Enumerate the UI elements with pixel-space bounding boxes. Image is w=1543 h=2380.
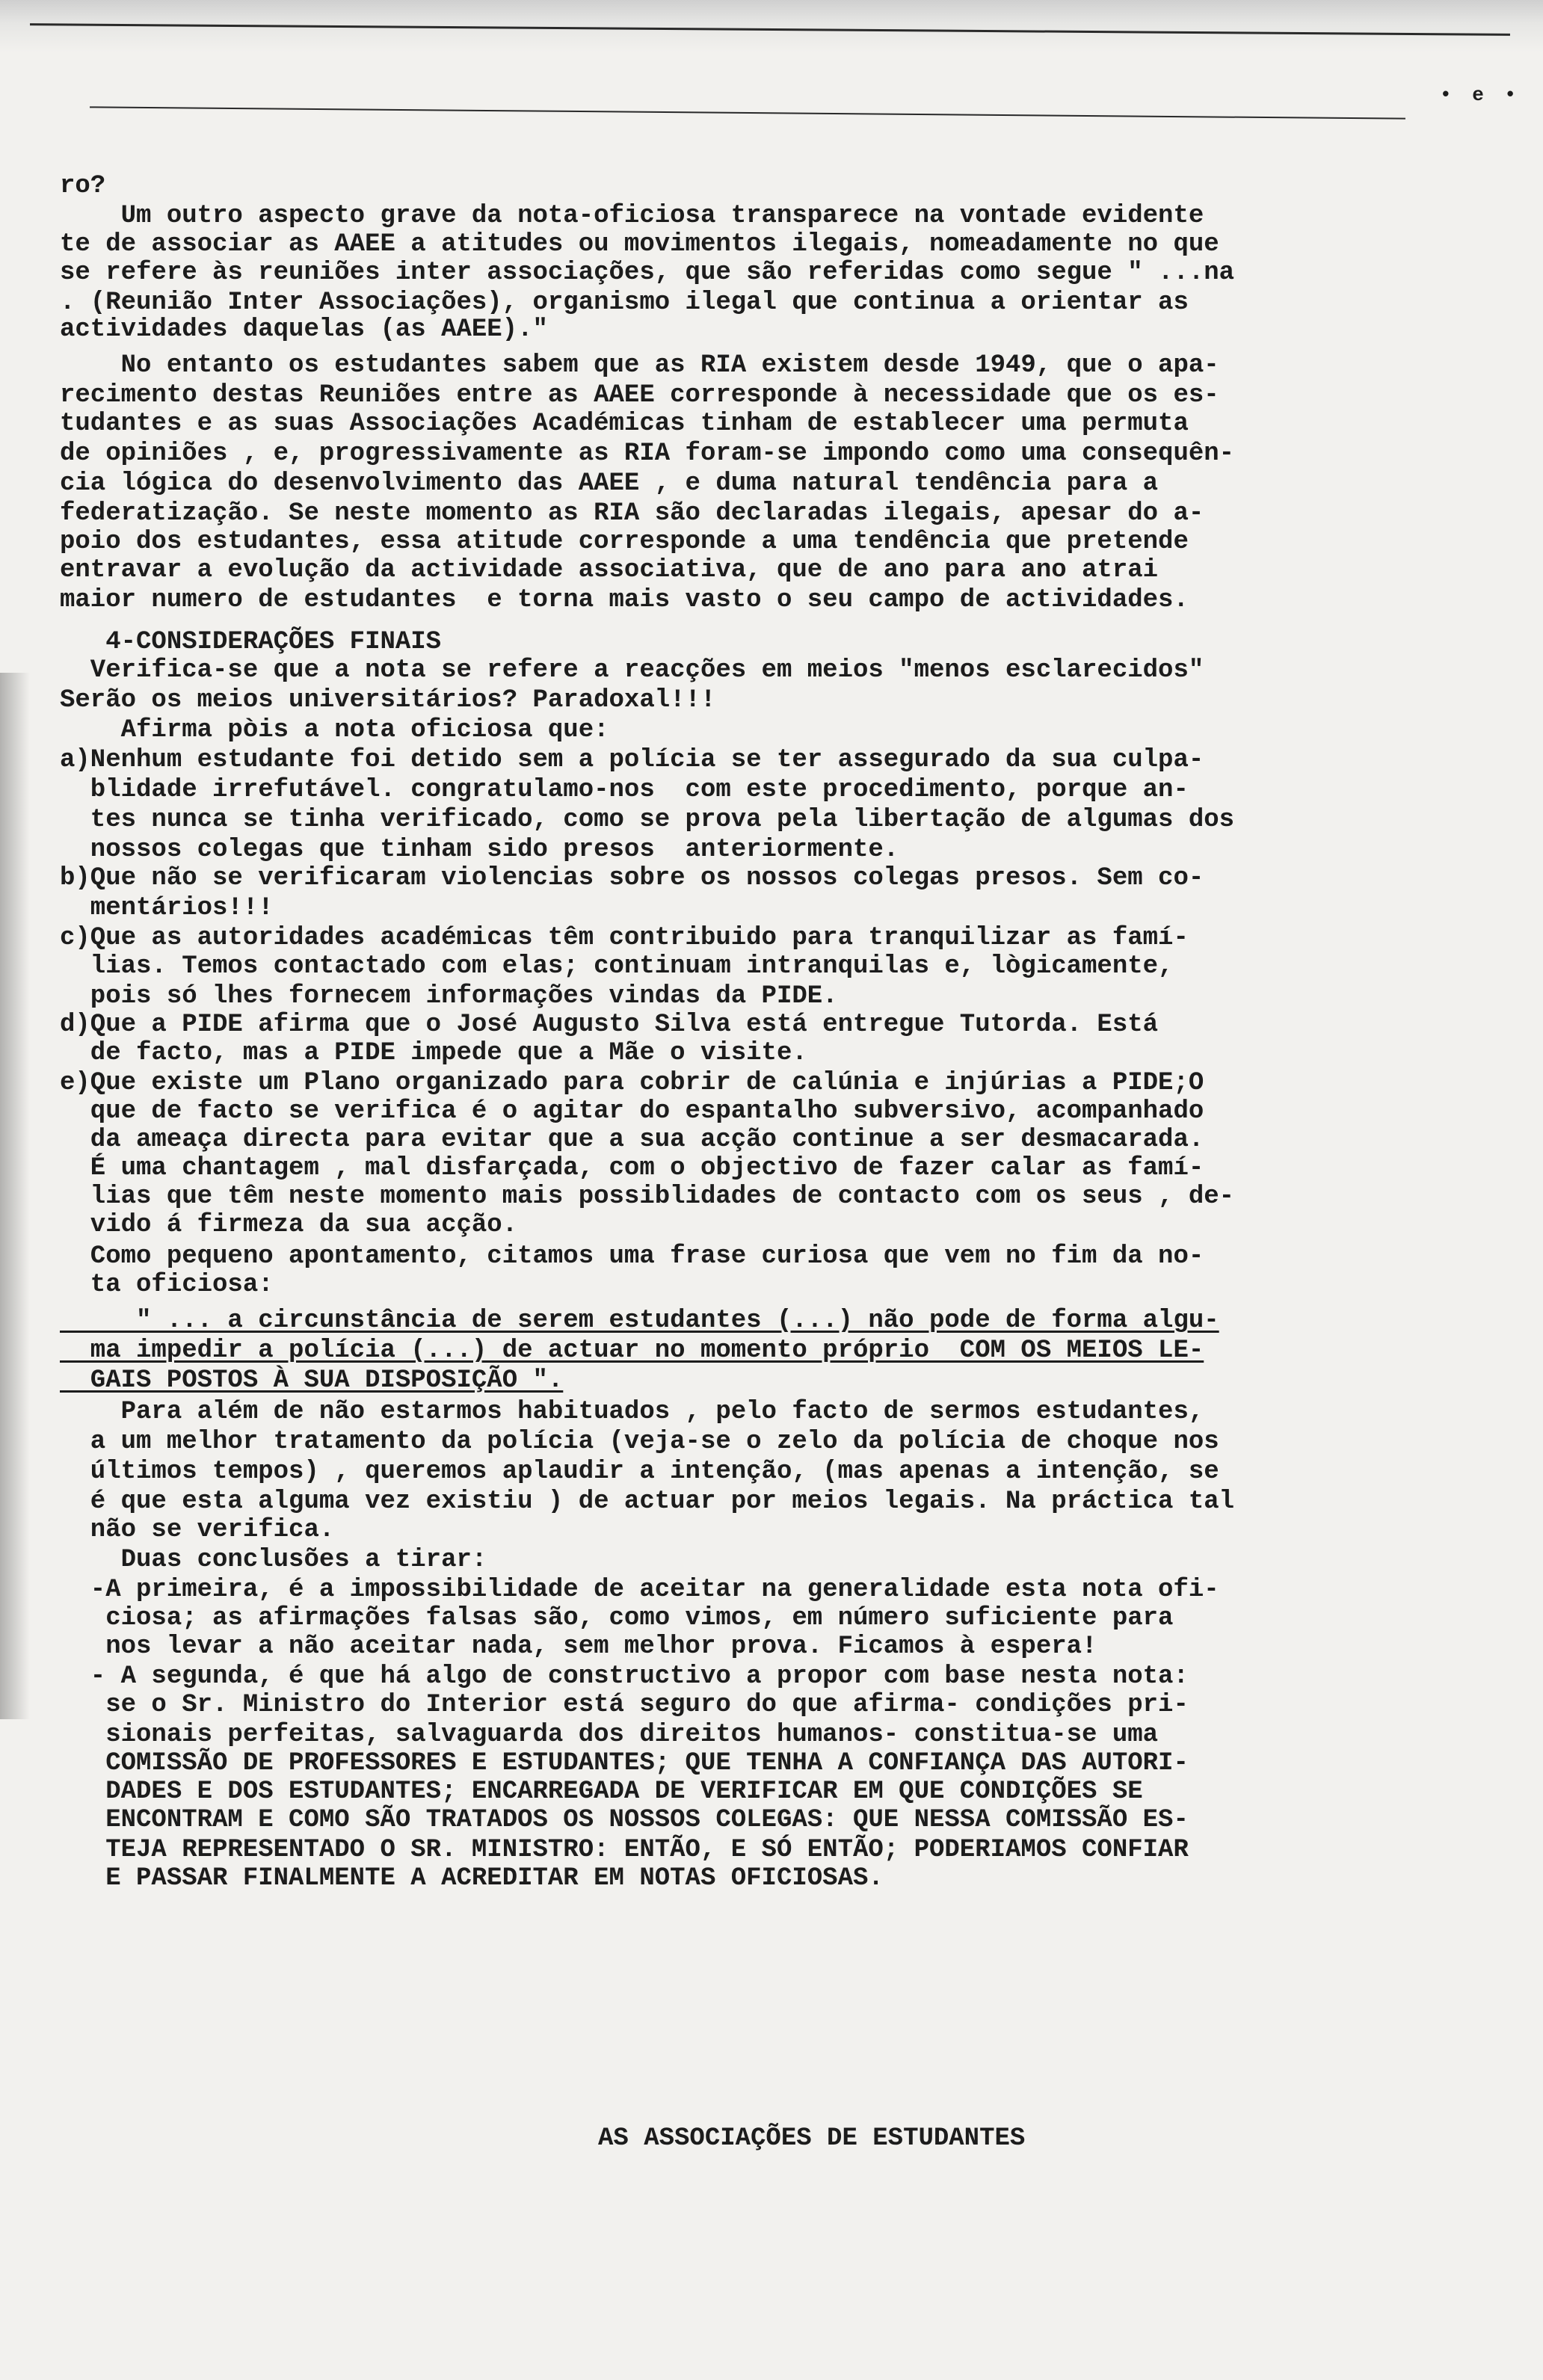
text-line: da ameaça directa para evitar que a sua acção continue a ser desmacarada.	[60, 1126, 1204, 1154]
scratch-line	[90, 106, 1405, 119]
text-line: Duas conclusões a tirar:	[60, 1546, 487, 1574]
text-line: pois só lhes fornecem informações vindas da PIDE.	[60, 982, 838, 1011]
text-line: ro?	[60, 172, 106, 200]
text-line: se refere às reuniões inter associações, que são referidas como segue " ...na	[60, 259, 1235, 287]
text-line: nossos colegas que tinham sido presos anteriormente.	[60, 836, 899, 864]
text-line: ta oficiosa:	[60, 1271, 274, 1299]
text-line: " ... a circunstância de serem estudantes (...) não pode de forma algu-	[60, 1307, 1219, 1335]
text-line: Como pequeno apontamento, citamos uma frase curiosa que vem no fim da no-	[60, 1242, 1204, 1271]
text-line: te de associar as AAEE a atitudes ou movimentos ilegais, nomeadamente no que	[60, 230, 1219, 259]
text-line: não se verifica.	[60, 1516, 335, 1544]
text-line: . (Reunião Inter Associações), organismo ilegal que continua a orientar as	[60, 289, 1189, 317]
text-line: tes nunca se tinha verificado, como se prova pela libertação de algumas dos	[60, 806, 1235, 834]
text-line: É uma chantagem , mal disfarçada, com o objectivo de fazer calar as famí-	[60, 1154, 1204, 1183]
text-line: ENCONTRAM E COMO SÃO TRATADOS OS NOSSOS COLEGAS: QUE NESSA COMISSÃO ES-	[60, 1806, 1189, 1834]
text-line: recimento destas Reuniões entre as AAEE corresponde à necessidade que os es-	[60, 381, 1219, 410]
text-line: 4-CONSIDERAÇÕES FINAIS	[60, 628, 442, 656]
text-line: E PASSAR FINALMENTE A ACREDITAR EM NOTAS OFICIOSAS.	[60, 1864, 884, 1893]
text-line: de opiniões , e, progressivamente as RIA foram-se impondo como uma consequên-	[60, 440, 1235, 468]
text-line: cia lógica do desenvolvimento das AAEE , e duma natural tendência para a	[60, 469, 1159, 498]
text-line: No entanto os estudantes sabem que as RIA existem desde 1949, que o apa-	[60, 351, 1219, 380]
text-line: COMISSÃO DE PROFESSORES E ESTUDANTES; QUE TENHA A CONFIANÇA DAS AUTORI-	[60, 1749, 1189, 1778]
text-line: DADES E DOS ESTUDANTES; ENCARREGADA DE VERIFICAR EM QUE CONDIÇÕES SE	[60, 1778, 1143, 1806]
text-line: d)Que a PIDE afirma que o José Augusto Silva está entregue Tutorda. Está	[60, 1011, 1159, 1039]
text-line: de facto, mas a PIDE impede que a Mãe o visite.	[60, 1039, 807, 1067]
text-line: é que esta alguma vez existiu ) de actuar por meios legais. Na práctica tal	[60, 1488, 1235, 1516]
text-line: ciosa; as afirmações falsas são, como vimos, em número suficiente para	[60, 1604, 1174, 1633]
text-line: ma impedir a polícia (...) de actuar no momento próprio COM OS MEIOS LE-	[60, 1337, 1204, 1365]
text-line: últimos tempos) , queremos aplaudir a intenção, (mas apenas a intenção, se	[60, 1458, 1219, 1486]
text-line: Verifica-se que a nota se refere a reacções em meios "menos esclarecidos"	[60, 656, 1204, 685]
text-line: -A primeira, é a impossibilidade de aceitar na generalidade esta nota ofi-	[60, 1576, 1219, 1604]
text-line: entravar a evolução da actividade associativa, que de ano para ano atrai	[60, 556, 1159, 585]
text-line: lias que têm neste momento mais possiblidades de contacto com os seus , de-	[60, 1183, 1235, 1211]
text-line: se o Sr. Ministro do Interior está seguro do que afirma- condições pri-	[60, 1691, 1189, 1719]
text-line: tudantes e as suas Associações Académicas tinham de establecer uma permuta	[60, 410, 1189, 438]
page-marker: • e •	[1439, 84, 1521, 106]
text-line: GAIS POSTOS À SUA DISPOSIÇÃO ".	[60, 1366, 564, 1395]
text-line: federatização. Se neste momento as RIA são declaradas ilegais, apesar do a-	[60, 499, 1204, 528]
text-line: actividades daquelas (as AAEE)."	[60, 315, 548, 344]
text-line: blidade irrefutável. congratulamo-nos com este procedimento, porque an-	[60, 776, 1189, 804]
signature: AS ASSOCIAÇÕES DE ESTUDANTES	[598, 2124, 1026, 2153]
text-line: a)Nenhum estudante foi detido sem a polícia se ter assegurado da sua culpa-	[60, 746, 1204, 774]
text-line: vido á firmeza da sua acção.	[60, 1211, 518, 1239]
text-line: a um melhor tratamento da polícia (veja-se o zelo da polícia de choque nos	[60, 1428, 1219, 1456]
text-line: lias. Temos contactado com elas; continuam intranquilas e, lògicamente,	[60, 952, 1174, 981]
text-line: nos levar a não aceitar nada, sem melhor prova. Ficamos à espera!	[60, 1633, 1097, 1661]
text-line: que de facto se verifica é o agitar do espantalho subversivo, acompanhado	[60, 1097, 1204, 1126]
stained-left-edge	[0, 673, 30, 1719]
text-line: b)Que não se verificaram violencias sobre os nossos colegas presos. Sem co-	[60, 864, 1204, 892]
text-line: poio dos estudantes, essa atitude corresponde a uma tendência que pretende	[60, 528, 1189, 556]
text-line: Para além de não estarmos habituados , pelo facto de sermos estudantes,	[60, 1398, 1204, 1426]
text-line: Afirma pòis a nota oficiosa que:	[60, 716, 609, 744]
text-line: Serão os meios universitários? Paradoxal!!!	[60, 686, 716, 715]
text-line: Um outro aspecto grave da nota-oficiosa transparece na vontade evidente	[60, 202, 1204, 230]
text-line: maior numero de estudantes e torna mais vasto o seu campo de actividades.	[60, 586, 1189, 614]
text-line: mentários!!!	[60, 894, 274, 922]
text-line: TEJA REPRESENTADO O SR. MINISTRO: ENTÃO, E SÓ ENTÃO; PODERIAMOS CONFIAR	[60, 1836, 1189, 1864]
text-line: - A segunda, é que há algo de constructivo a propor com base nesta nota:	[60, 1662, 1189, 1691]
text-line: e)Que existe um Plano organizado para cobrir de calúnia e injúrias a PIDE;O	[60, 1069, 1204, 1097]
text-line: c)Que as autoridades académicas têm contribuido para tranquilizar as famí-	[60, 924, 1189, 952]
text-line: sionais perfeitas, salvaguarda dos direitos humanos- constitua-se uma	[60, 1721, 1159, 1749]
